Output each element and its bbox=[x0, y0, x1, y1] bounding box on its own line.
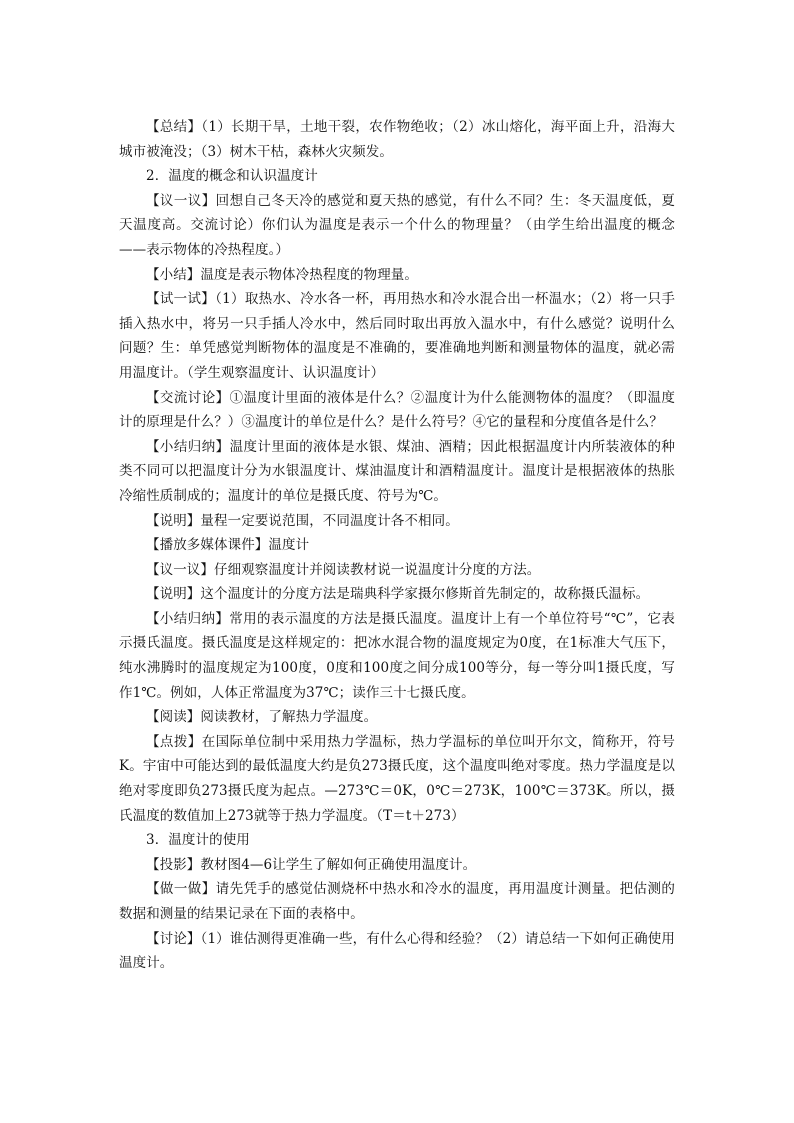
paragraph-kelvin: 【点拨】在国际单位制中采用热力学温标，热力学温标的单位叫开尔文，简称开，符号K。宇宙中可能达到的最低温度大约是负273摄氏度，这个温度叫绝对零度。热力学温度是以绝对零度即负273摄氏度为起点。—273℃＝0K，0℃＝273K，100℃＝373K。所以，摄氏温度的数值加上273就等于热力学温度。（T＝t＋273） bbox=[119, 733, 675, 824]
paragraph-note-celsius: 【说明】这个温度计的分度方法是瑞典科学家摄尔修斯首先制定的，故称摄氏温标。 bbox=[146, 586, 650, 603]
document-body bbox=[119, 115, 675, 976]
paragraph-summary-induction: 【小结归纳】温度计里面的液体是水银、煤油、酒精；因此根据温度计内所装液体的种类不同可以把温度计分为水银温度计、煤油温度计和酒精温度计。温度计是根据液体的热胀冷缩性质制成的；温度计的单位是摄氏度、符号为℃。 bbox=[119, 438, 675, 504]
paragraph-reading: 【阅读】阅读教材，了解热力学温度。 bbox=[146, 709, 378, 726]
paragraph-summary: 【总结】（1）长期干旱，土地干裂，农作物绝收；（2）冰山熔化，海平面上升，沿海大城市被淹没；（3）树木干枯，森林火灾频发。 bbox=[119, 119, 675, 160]
paragraph-discuss-scale: 【议一议】仔细观察温度计并阅读教材说一说温度计分度的方法。 bbox=[146, 561, 541, 578]
paragraph-multimedia: 【播放多媒体课件】温度计 bbox=[146, 537, 310, 554]
paragraph-note-range: 【说明】量程一定要说范围，不同温度计各不相同。 bbox=[146, 512, 459, 529]
paragraph-projection: 【投影】教材图4—6让学生了解如何正确使用温度计。 bbox=[146, 856, 477, 873]
paragraph-brief-summary: 【小结】温度是表示物体冷热程度的物理量。 bbox=[146, 266, 418, 283]
paragraph-celsius-definition: 【小结归纳】常用的表示温度的方法是摄氏温度。温度计上有一个单位符号“℃”，它表示摄氏温度。摄氏温度是这样规定的：把冰水混合物的温度规定为0度，在1标准大气压下，纯水沸腾时的温度规定为100度，0度和100度之间分成100等分，每一等分叫1摄氏度，写作1℃。例如，人体正常温度为37℃；读作三十七摄氏度。 bbox=[119, 610, 675, 701]
paragraph-exchange-discussion: 【交流讨论】①温度计里面的液体是什么？②温度计为什么能测物体的温度？（即温度计的原理是什么？）③温度计的单位是什么？是什么符号？④它的量程和分度值各是什么？ bbox=[119, 389, 675, 431]
paragraph-do-it: 【做一做】请先凭手的感觉估测烧杯中热水和冷水的温度，再用温度计测量。把估测的数据和测量的结果记录在下面的表格中。 bbox=[119, 881, 675, 922]
paragraph-try-it: 【试一试】（1）取热水、冷水各一杯，再用热水和冷水混合出一杯温水；（2）将一只手插入热水中，将另一只手插人冷水中，然后同时取出再放入温水中，有什么感觉？说明什么问题？生：单凭感觉判断物体的温度是不准确的，要准确地判断和测量物体的温度，就必需用温度计。（学生观察温度计、认识温度计） bbox=[119, 291, 675, 381]
section-heading-temperature-concept: 2．温度的概念和认识温度计 bbox=[146, 168, 318, 185]
paragraph-discussion-final: 【讨论】（1）谁估测得更准确一些，有什么心得和经验？（2）请总结一下如何正确使用温度计。 bbox=[119, 930, 675, 972]
section-heading-thermometer-use: 3．温度计的使用 bbox=[146, 832, 250, 849]
paragraph-discuss: 【议一议】回想自己冬天冷的感觉和夏天热的感觉，有什么不同？生：冬天温度低，夏天温度高。交流讨论）你们认为温度是表示一个什么的物理量？（由学生给出温度的概念——表示物体的冷热程度。） bbox=[119, 192, 675, 258]
